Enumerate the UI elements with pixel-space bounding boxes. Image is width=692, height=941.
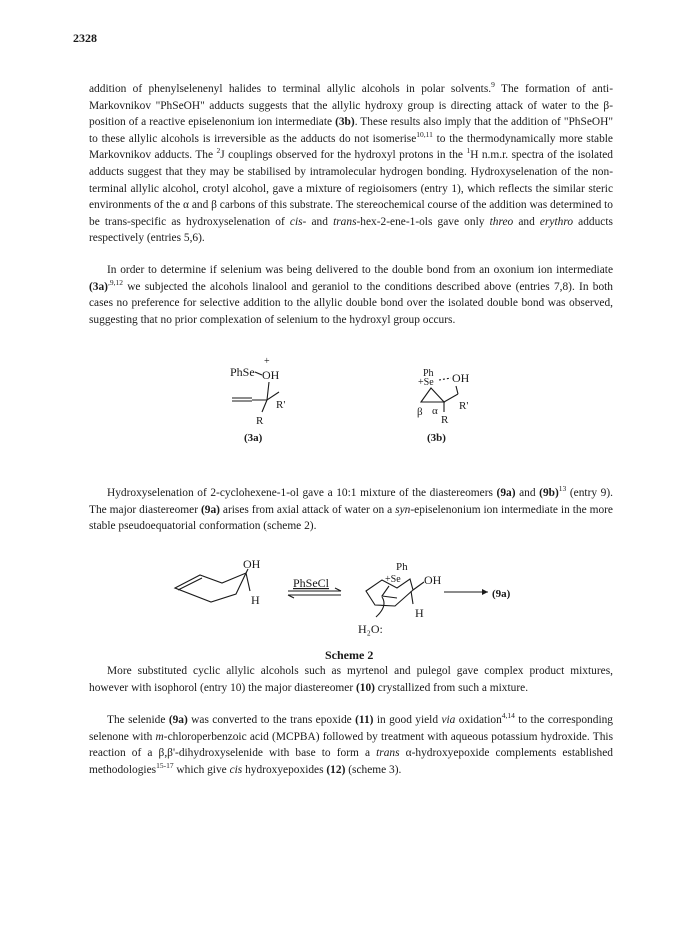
compound-ref: (3a)	[89, 280, 108, 293]
compound-ref: (9b)	[539, 487, 559, 499]
structure-3a	[230, 356, 285, 444]
paragraph-4: More substituted cyclic allylic alcohols such as myrtenol and pulegol gave complex product mixtures, however with isophorol (entry 10) the major diastereomer (10) crystallized from such a mixture.	[89, 665, 613, 694]
compound-ref: (11)	[355, 714, 374, 726]
r-prime-label-b: R'	[459, 400, 469, 412]
se-plus-label-2: +Se	[385, 574, 401, 585]
beta-label: β	[417, 406, 423, 418]
alpha-label: α	[432, 405, 438, 417]
compound-ref: (9a)	[200, 503, 220, 516]
r-label: R	[256, 415, 264, 427]
structure-3b	[417, 368, 470, 444]
scheme-caption: Scheme 2	[325, 648, 374, 662]
compound-ref: (9a)	[168, 714, 188, 726]
oh-label-1: OH	[243, 557, 261, 571]
ph-label-2: Ph	[396, 561, 408, 573]
scheme-2	[175, 557, 511, 662]
compound-ref: (9a)	[496, 487, 516, 499]
r-prime-label: R'	[276, 399, 286, 411]
se-plus-label: +Se	[418, 377, 434, 388]
paragraph-2: In order to determine if selenium was being delivered to the double bond from an oxonium ion intermediate $(3a)^{,9,12}$ we subjected the alcohols linalool and geraniol to the conditions described above (entries 7,8). In both cases no preference for selective addition to the allylic double bond over the isolated double bond was observed, suggesting that no prior complexation of selenium to the hydroxyl group occurs.	[89, 264, 613, 326]
oh-label: OH	[262, 368, 280, 382]
plus-charge: +	[264, 356, 270, 367]
compound-ref: (3b)	[335, 116, 355, 129]
oh-label-b: OH	[452, 371, 470, 385]
water-label: H₂O:	[358, 622, 383, 636]
paragraph-5: The selenide (9a) was converted to the trans epoxide (11) in good yield via oxidation$^{4,14}$ to the corresponding selenone with m-chloroperbenzoic acid (MCPBA) followed by treatment with aqueous potassium hydroxide. This reaction of a β,β'-dihydroxyselenide with base to form a trans α-hydroxyepoxide complements established methodologies$^{15-17}$ which give cis hydroxyepoxides (12) (scheme 3).	[89, 711, 614, 776]
compound-ref: (12)	[326, 763, 346, 776]
ph-label: Ph	[423, 368, 434, 379]
oh-label-2: OH	[424, 573, 442, 587]
page-number: 2328	[73, 31, 97, 45]
r-label-b: R	[441, 414, 449, 426]
compound-ref: (10)	[355, 681, 375, 694]
paragraph-3: Hydroxyselenation of 2-cyclohexene-1-ol gave a 10:1 mixture of the diastereomers (9a) and $(9b)^{13}$ (entry 9). The major diastereomer (9a) arises from axial attack of water on a syn-episelenonium ion intermediate in the more stable pseudoequatorial conformation (scheme 2).	[89, 484, 613, 533]
phse-label: PhSe	[230, 365, 255, 379]
h-label-2: H	[415, 606, 424, 620]
product-label: (9a)	[492, 588, 511, 600]
reagent-label: PhSeCl	[293, 576, 330, 590]
label-3b: (3b)	[427, 432, 446, 444]
label-3a: (3a)	[244, 432, 263, 444]
h-label-1: H	[251, 593, 260, 607]
paragraph-1: addition of phenylselenenyl halides to terminal allylic alcohols in polar solvents.$^9$ The formation of anti-Markovnikov "PhSeOH" adducts suggests that the allylic hydroxy group is directing attack of water to the β-position of a reactive episelenonium ion intermediate (3b). These results also imply that the addition of "PhSeOH" to these allylic alcohols is irreversible as the adducts do not isomerise$^{10,11}$ to the thermodynamically more stable Markovnikov adducts. The $^2$J couplings observed for the hydroxyl protons in the $^1$H n.m.r. spectra of the isolated adducts suggest that they may be stabilised by intramolecular hydrogen bonding. Hydroxyselenation of the non-terminal allylic alcohol, crotyl alcohol, gave a mixture of regioisomers (entry 1), which reflects the similar steric environments of the α and β carbons of this substrate. The stereochemical course of the addition was determined to be trans-specific as hydroxyselenation of cis- and trans-hex-2-ene-1-ols gave only threo and erythro adducts respectively (entries 5,6).	[89, 80, 614, 245]
